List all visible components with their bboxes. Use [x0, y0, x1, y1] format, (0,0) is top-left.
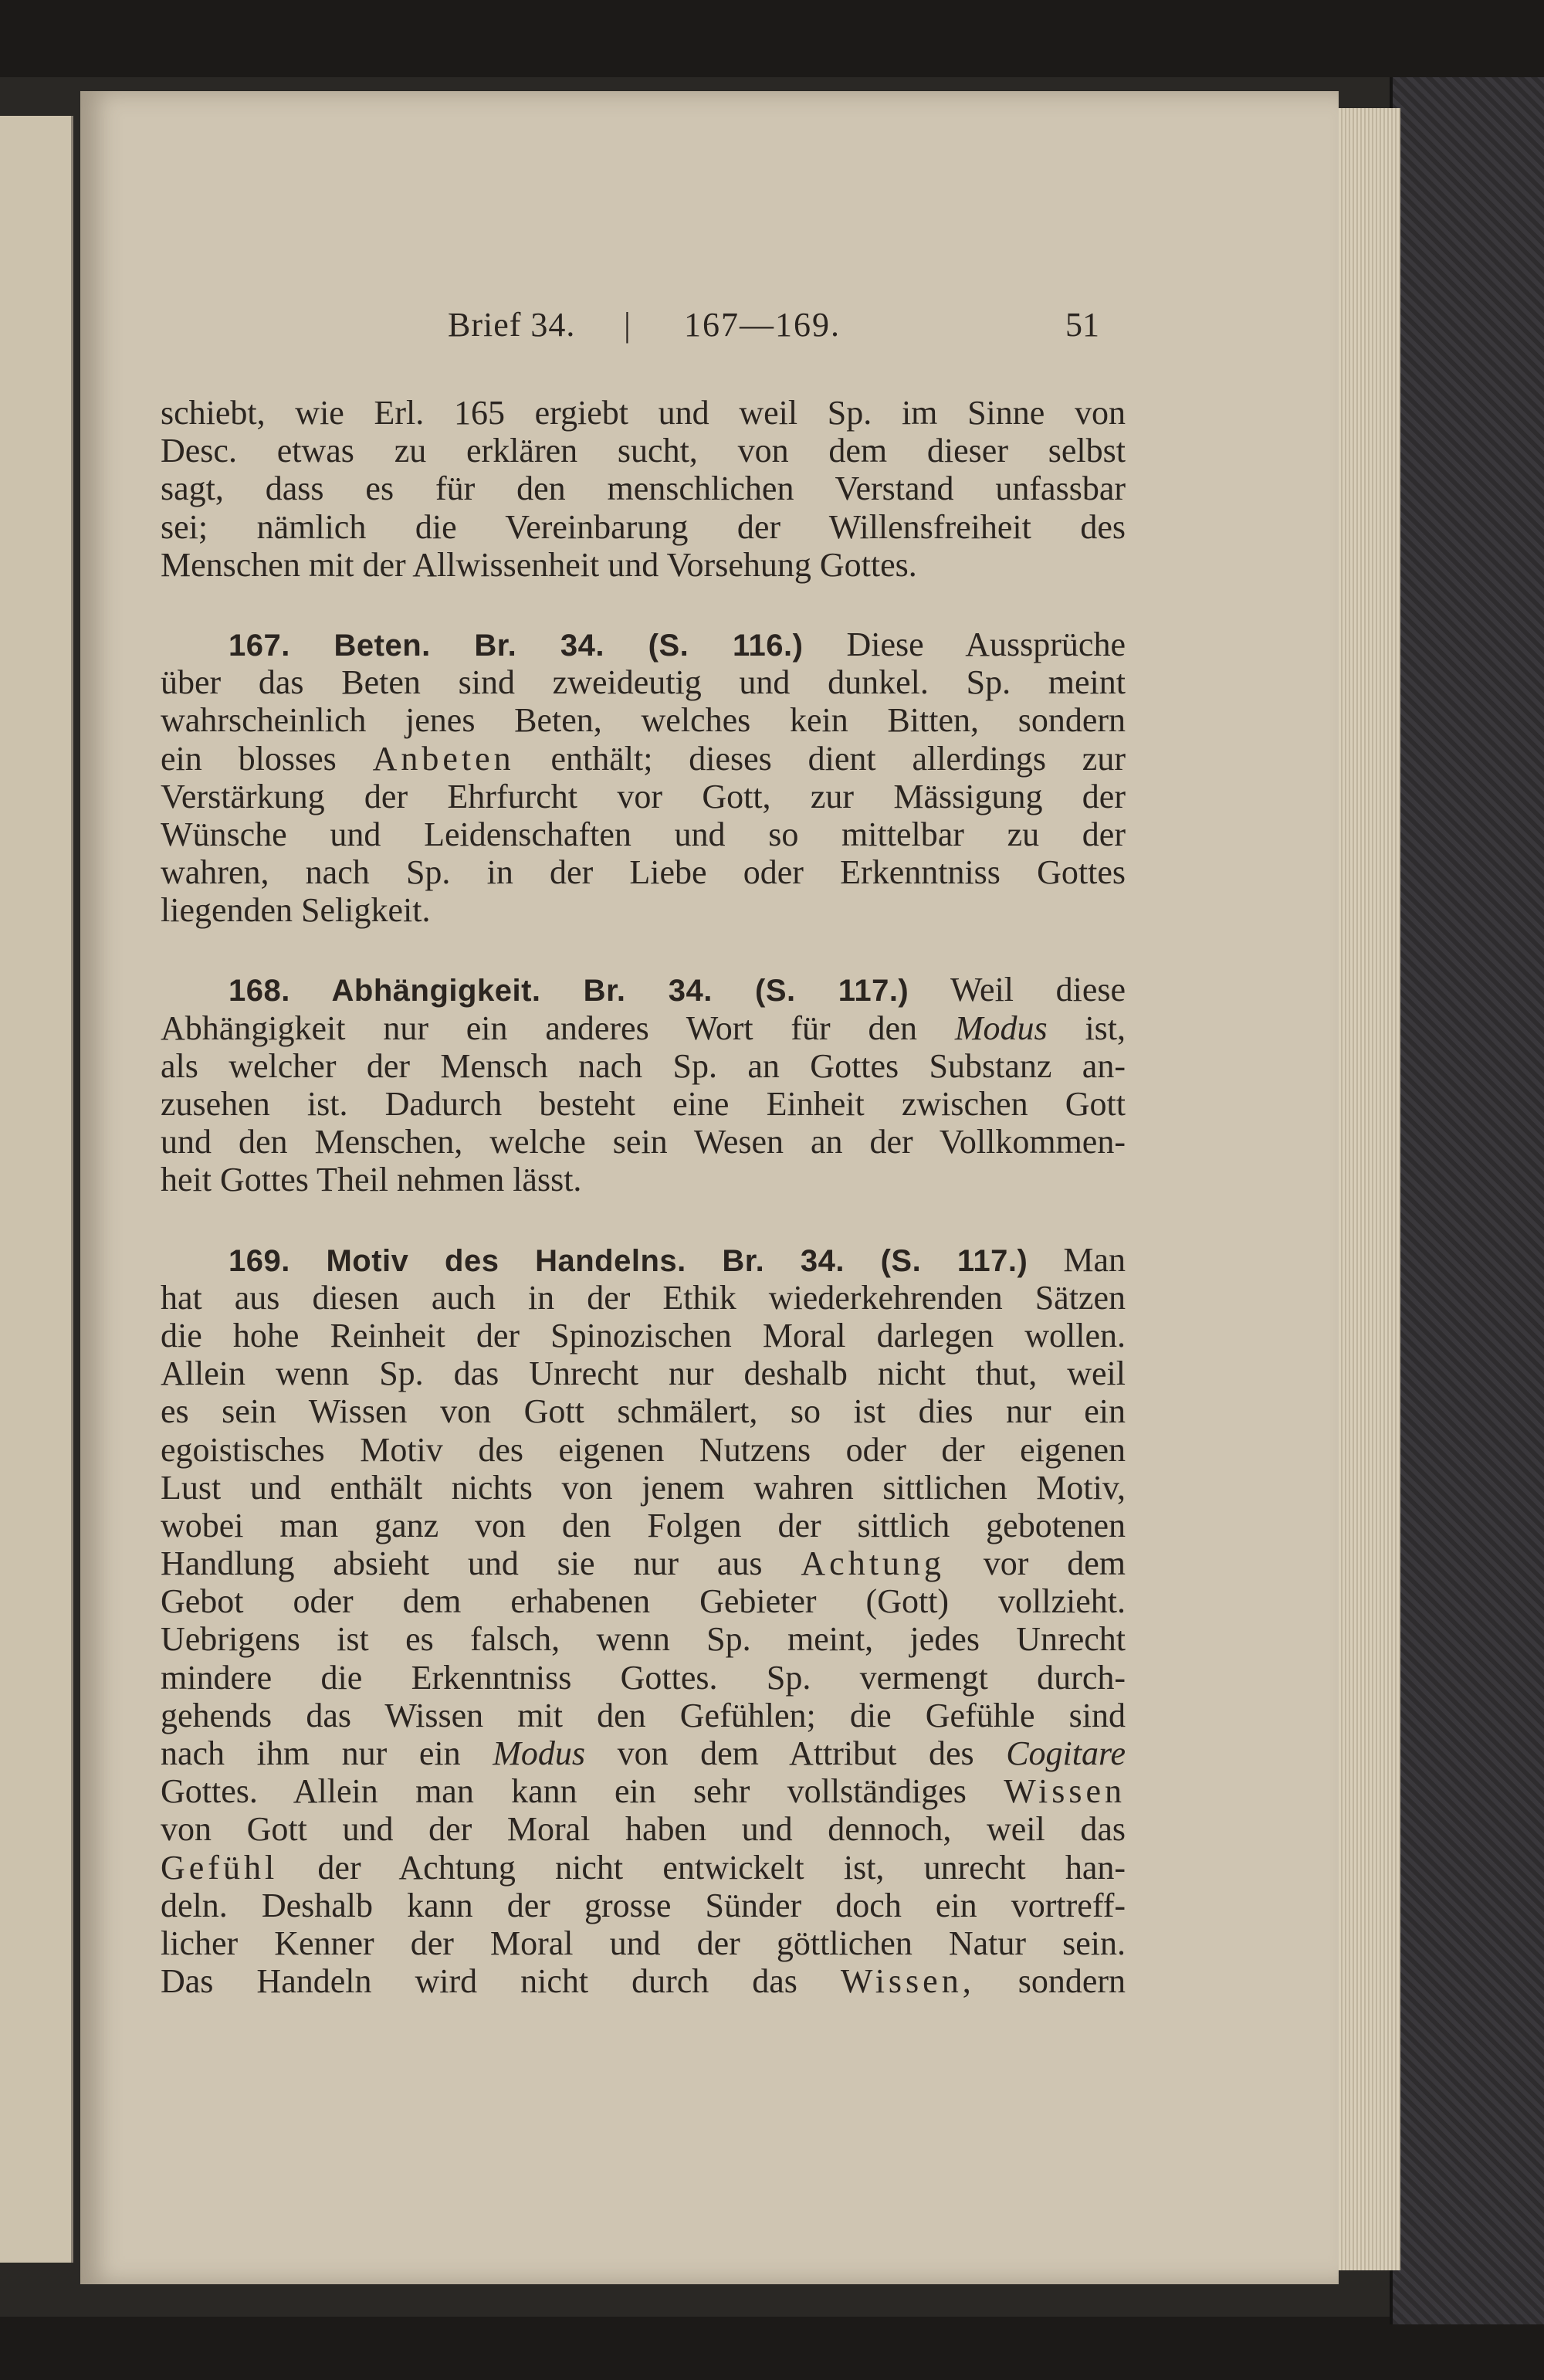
text-line: es sein Wissen von Gott schmälert, so ist dies nur ein	[161, 1392, 1126, 1431]
section-range: 167—169.	[684, 306, 841, 344]
text-line: Desc. etwas zu erklären sucht, von dem dieser selbst	[161, 432, 1126, 470]
text-line: von Gott und der Moral haben und dennoch, weil das	[161, 1810, 1126, 1849]
text-line: sagt, dass es für den menschlichen Verstand unfassbar	[161, 470, 1126, 508]
text-line: Menschen mit der Allwissenheit und Vorsehung Gottes.	[161, 545, 917, 584]
section-168	[161, 971, 1126, 1198]
running-header	[448, 305, 1127, 351]
text-line: Handlung absieht und sie nur aus Achtung vor dem	[161, 1544, 1126, 1583]
text-line: wahrscheinlich jenes Beten, welches kein Bitten, sondern	[161, 701, 1126, 740]
intro-paragraph	[161, 394, 1126, 584]
text-line: Verstärkung der Ehrfurcht vor Gott, zur Mässigung der	[161, 777, 1126, 815]
text-line: 169. Motiv des Handelns. Br. 34. (S. 117.) Man	[229, 1240, 1126, 1279]
book-cover-edge	[1390, 77, 1544, 2324]
text-line: Allein wenn Sp. das Unrecht nur deshalb nicht thut, weil	[161, 1354, 1126, 1393]
page-number: 51	[1065, 306, 1099, 344]
running-title: Brief 34.	[448, 306, 576, 344]
section-heading: 168. Abhängigkeit. Br. 34. (S. 117.)	[229, 974, 909, 1009]
text-line: Gebot oder dem erhabenen Gebieter (Gott) vollzieht.	[161, 1582, 1126, 1621]
text-line: licher Kenner der Moral und der göttlichen Natur sein.	[161, 1924, 1126, 1962]
facing-page-edge	[0, 116, 73, 2263]
text-line: über das Beten sind zweideutig und dunkel. Sp. meint	[161, 663, 1126, 702]
text-line: heit Gottes Theil nehmen lässt.	[161, 1161, 582, 1199]
section-167	[161, 626, 1126, 930]
text-line: 168. Abhängigkeit. Br. 34. (S. 117.) Weil diese	[229, 971, 1126, 1009]
text-line: Gottes. Allein man kann ein sehr vollständiges Wissen	[161, 1772, 1126, 1811]
text-line: Das Handeln wird nicht durch das Wissen, sondern	[161, 1962, 1126, 2001]
text-line: wahren, nach Sp. in der Liebe oder Erkenntniss Gottes	[161, 853, 1126, 892]
text-line: egoistisches Motiv des eigenen Nutzens oder der eigenen	[161, 1430, 1126, 1469]
text-line: schiebt, wie Erl. 165 ergiebt und weil Sp. im Sinne von	[161, 394, 1126, 432]
text-line: Lust und enthält nichts von jenem wahren sittlichen Motiv,	[161, 1468, 1126, 1507]
text-line: liegenden Seligkeit.	[161, 891, 431, 930]
text-line: hat aus diesen auch in der Ethik wiederkehrenden Sätzen	[161, 1278, 1126, 1317]
text-line: ein blosses Anbeten enthält; dieses dient allerdings zur	[161, 739, 1126, 778]
text-line: Uebrigens ist es falsch, wenn Sp. meint, jedes Unrecht	[161, 1620, 1126, 1659]
text-line: 167. Beten. Br. 34. (S. 116.) Diese Aussprüche	[229, 625, 1126, 663]
text-line: zusehen ist. Dadurch besteht eine Einheit zwischen Gott	[161, 1085, 1126, 1123]
text-line: gehends das Wissen mit den Gefühlen; die Gefühle sind	[161, 1696, 1126, 1734]
section-heading: 167. Beten. Br. 34. (S. 116.)	[229, 628, 804, 663]
section-heading: 169. Motiv des Handelns. Br. 34. (S. 117.)	[229, 1243, 1028, 1278]
text-line: nach ihm nur ein Modus von dem Attribut des Cogitare	[161, 1734, 1126, 1772]
text-line: sei; nämlich die Vereinbarung der Willensfreiheit des	[161, 507, 1126, 546]
text-line: die hohe Reinheit der Spinozischen Moral darlegen wollen.	[161, 1316, 1126, 1354]
text-line: deln. Deshalb kann der grosse Sünder doch ein vortreff-	[161, 1886, 1126, 1924]
text-line: als welcher der Mensch nach Sp. an Gottes Substanz an-	[161, 1046, 1126, 1085]
section-169	[161, 1241, 1126, 2001]
text-line: Gefühl der Achtung nicht entwickelt ist, unrecht han-	[161, 1848, 1126, 1887]
text-line: mindere die Erkenntniss Gottes. Sp. vermengt durch-	[161, 1658, 1126, 1697]
text-line: Abhängigkeit nur ein anderes Wort für den Modus ist,	[161, 1009, 1126, 1047]
text-line: Wünsche und Leidenschaften und so mittelbar zu der	[161, 815, 1126, 853]
text-line: wobei man ganz von den Folgen der sittlich gebotenen	[161, 1506, 1126, 1544]
header-separator: |	[624, 306, 631, 344]
text-line: und den Menschen, welche sein Wesen an der Vollkommen-	[161, 1123, 1126, 1161]
page-stack-edge	[1329, 108, 1400, 2270]
